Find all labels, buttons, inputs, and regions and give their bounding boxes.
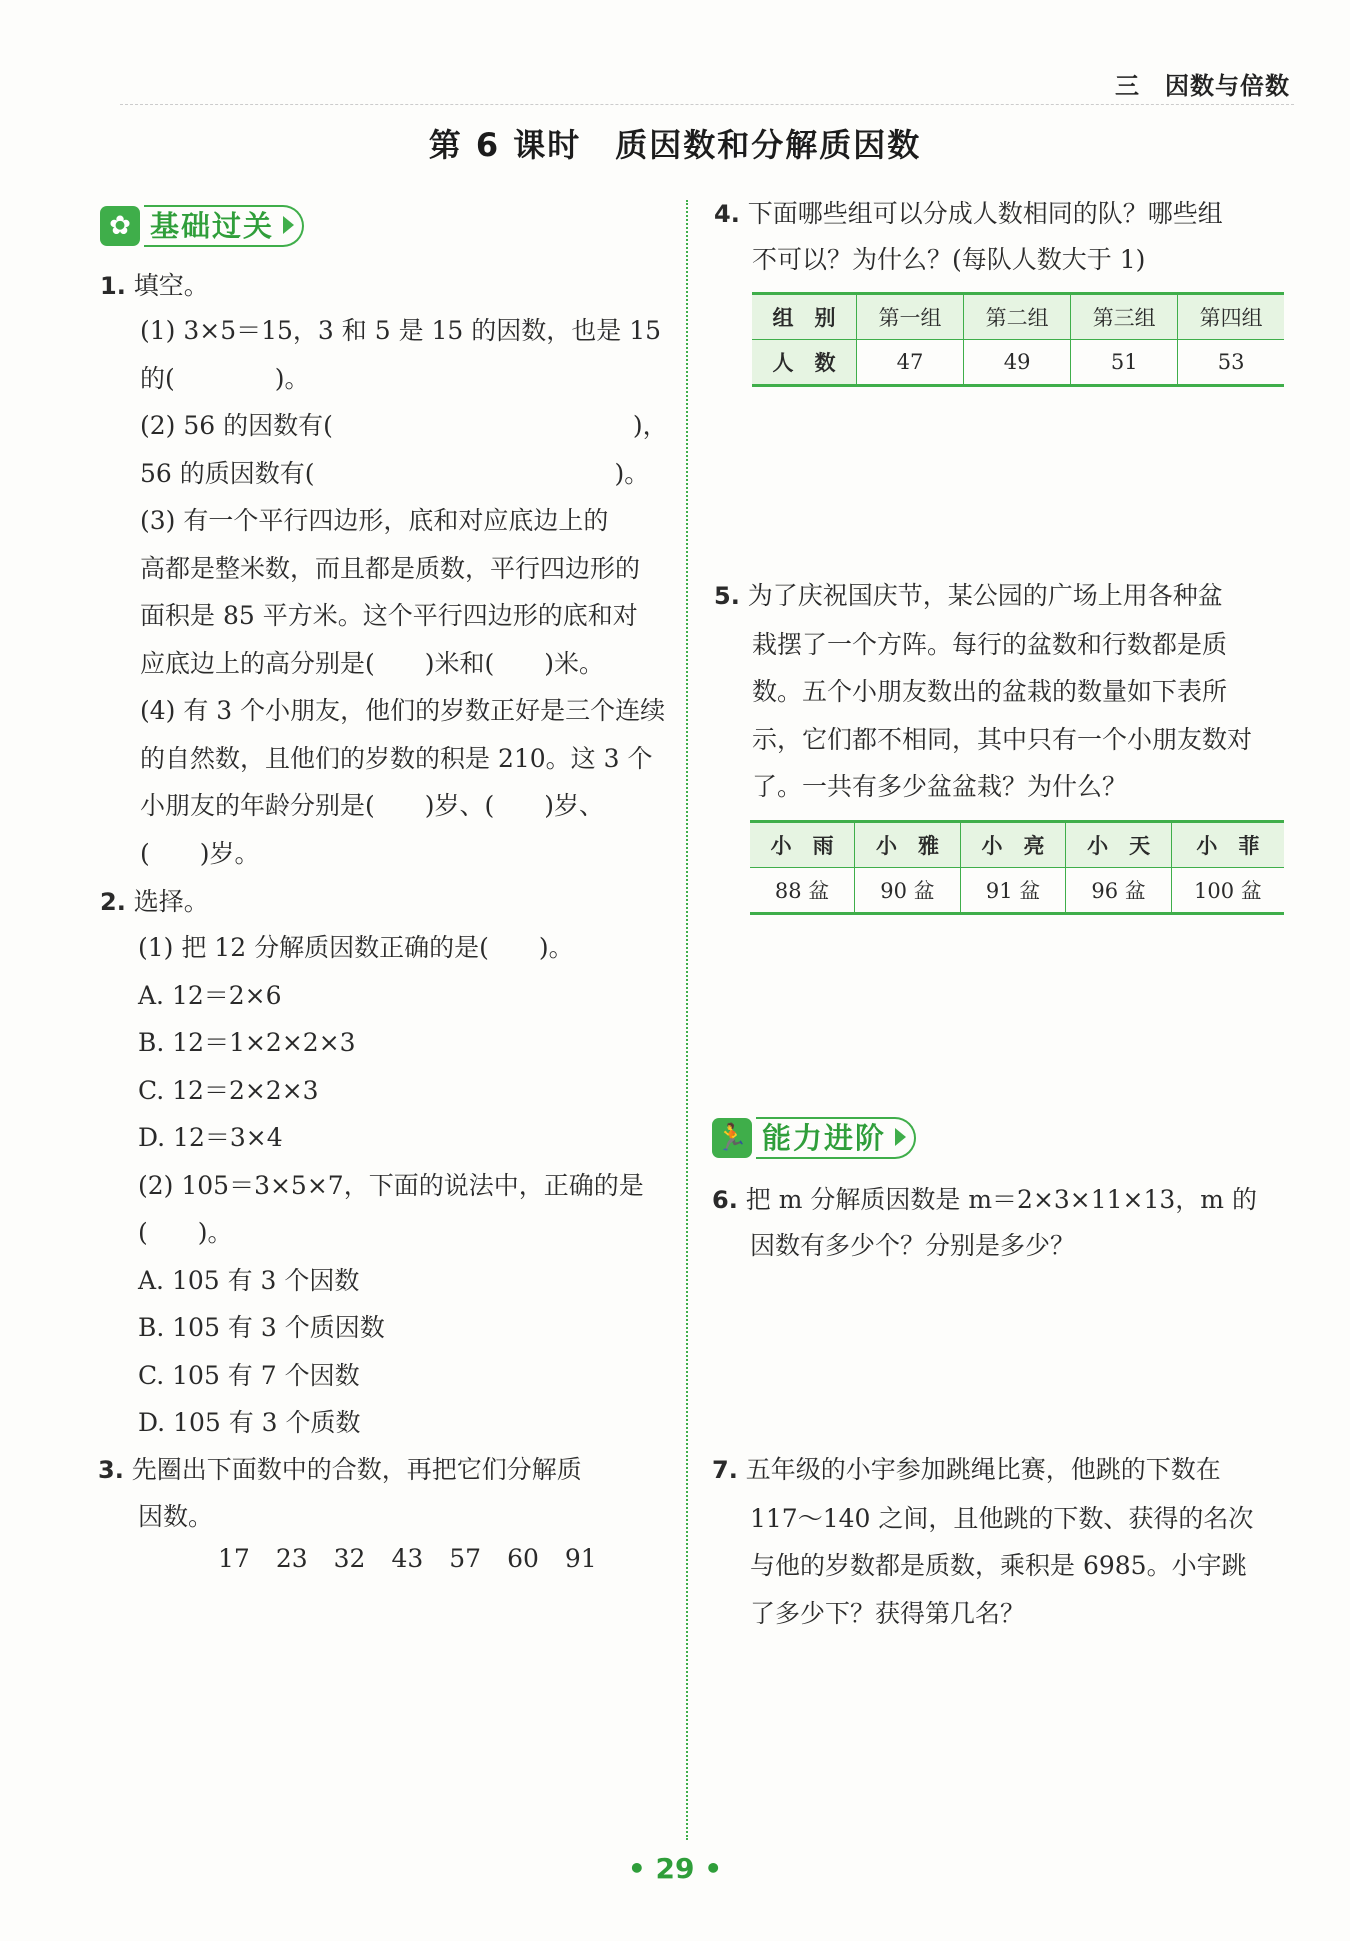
- column-divider: [686, 200, 688, 1840]
- section-label: 基础过关: [150, 209, 275, 243]
- text-line: (1) 3×5＝15，3 和 5 是 15 的因数，也是 15: [140, 316, 662, 345]
- lesson-title: 第 6 课时 质因数和分解质因数: [428, 126, 922, 164]
- text-line: ( )。: [138, 1218, 233, 1247]
- column-header: 小 雨: [750, 822, 855, 868]
- table-cell: 53: [1178, 340, 1284, 386]
- table-cell: 96 盆: [1066, 868, 1172, 914]
- text-line: (2) 56 的因数有( )，: [140, 411, 668, 440]
- question-2-title: [100, 878, 209, 927]
- row-header: 人 数: [752, 340, 857, 386]
- question-1-body: [140, 307, 680, 877]
- option-c: C. 12＝2×2×3: [138, 1075, 319, 1105]
- question-text: 先圈出下面数中的合数，再把它们分解质: [131, 1455, 582, 1484]
- text-line: ( )岁。: [140, 838, 260, 868]
- text-line: 了。一共有多少盆盆栽？为什么？: [752, 772, 1128, 801]
- question-number: 7.: [712, 1456, 738, 1484]
- option-b: B. 12＝1×2×2×3: [138, 1028, 356, 1057]
- option-a: A. 105 有 3 个因数: [138, 1265, 360, 1295]
- question-text: 选择。: [133, 887, 209, 916]
- question-3-line1: [98, 1446, 582, 1495]
- table-cell: 第四组: [1178, 294, 1284, 340]
- group-table: [752, 292, 1284, 387]
- question-number: 4.: [714, 200, 740, 228]
- question-text: 下面哪些组可以分成人数相同的队？哪些组: [747, 199, 1223, 228]
- number-item: 43: [391, 1544, 424, 1573]
- question-6-line2: 因数有多少个？分别是多少？: [750, 1231, 1076, 1260]
- question-text: 填空。: [133, 271, 209, 300]
- option-d: D. 105 有 3 个质数: [138, 1408, 361, 1437]
- number-item: 57: [449, 1544, 482, 1573]
- question-1-title: [100, 262, 209, 311]
- question-number: 2.: [100, 888, 126, 916]
- text-line: 117～140 之间，且他跳的下数、获得的名次: [750, 1503, 1254, 1533]
- option-d: D. 12＝3×4: [138, 1123, 283, 1152]
- text-line: (4) 有 3 个小朋友，他们的岁数正好是三个连续: [140, 696, 666, 725]
- column-header: 小 亮: [960, 822, 1066, 868]
- question-2-body: [138, 924, 678, 1447]
- page-number: • 29 •: [627, 1852, 723, 1885]
- option-c: C. 105 有 7 个因数: [138, 1360, 360, 1390]
- question-number: 6.: [712, 1186, 738, 1214]
- column-header: 小 雅: [855, 822, 961, 868]
- table-cell: 51: [1071, 340, 1178, 386]
- table-cell: 第一组: [857, 294, 964, 340]
- column-header: 小 菲: [1171, 822, 1284, 868]
- text-line: 应底边上的高分别是( )米和( )米。: [140, 648, 605, 678]
- question-text: 把 m 分解质因数是 m＝2×3×11×13，m 的: [745, 1185, 1257, 1214]
- text-line: 的( )。: [140, 363, 310, 393]
- table-cell: 47: [857, 340, 964, 386]
- option-b: B. 105 有 3 个质因数: [138, 1313, 385, 1342]
- text-line: 栽摆了一个方阵。每行的盆数和行数都是质: [752, 629, 1228, 659]
- number-item: 60: [507, 1544, 539, 1573]
- section-badge-basic: [100, 204, 304, 248]
- section-label: 能力进阶: [762, 1121, 887, 1155]
- question-text: 为了庆祝国庆节，某公园的广场上用各种盆: [747, 581, 1223, 610]
- number-item: 32: [333, 1544, 366, 1573]
- text-line: (1) 把 12 分解质因数正确的是( )。: [138, 933, 574, 962]
- number-item: 91: [564, 1544, 597, 1573]
- table-cell: 49: [964, 340, 1071, 386]
- number-item: 23: [275, 1544, 308, 1573]
- table-cell: 88 盆: [750, 868, 855, 914]
- question-6-line1: [712, 1176, 1257, 1225]
- question-number: 1.: [100, 272, 126, 300]
- runner-icon: 🏃: [712, 1118, 752, 1158]
- text-line: 与他的岁数都是质数，乘积是 6985。小宇跳: [750, 1551, 1247, 1580]
- text-line: (2) 105＝3×5×7，下面的说法中，正确的是: [138, 1170, 644, 1200]
- chapter-header: 三 因数与倍数: [1115, 72, 1290, 100]
- question-5-body: [714, 572, 1314, 811]
- question-7-body: [712, 1446, 1312, 1637]
- plant-count-table: [750, 820, 1284, 915]
- number-list: [218, 1544, 597, 1573]
- text-line: 高都是整米数，而且都是质数，平行四边形的: [140, 553, 641, 583]
- text-line: [714, 572, 1314, 621]
- row-header: 组 别: [752, 294, 857, 340]
- header-divider: [120, 104, 1294, 105]
- arrow-icon: [283, 216, 294, 234]
- question-text: 五年级的小宇参加跳绳比赛，他跳的下数在: [745, 1455, 1221, 1484]
- number-item: 17: [218, 1544, 250, 1573]
- text-line: 示，它们都不相同，其中只有一个小朋友数对: [752, 724, 1253, 754]
- question-number: 5.: [714, 582, 740, 610]
- text-line: [712, 1446, 1312, 1495]
- text-line: 小朋友的年龄分别是( )岁、( )岁、: [140, 791, 605, 820]
- arrow-icon: [895, 1128, 906, 1146]
- text-line: 面积是 85 平方米。这个平行四边形的底和对: [140, 601, 638, 630]
- text-line: 数。五个小朋友数出的盆栽的数量如下表所: [752, 677, 1228, 706]
- table-cell: 90 盆: [855, 868, 961, 914]
- question-4-line1: [714, 190, 1223, 239]
- text-line: 56 的质因数有( )。: [140, 458, 650, 488]
- table-cell: 第二组: [964, 294, 1071, 340]
- table-cell: 第三组: [1071, 294, 1178, 340]
- section-badge-advanced: [712, 1116, 916, 1160]
- question-4-line2: 不可以？为什么？(每队人数大于 1): [752, 245, 1146, 274]
- text-line: (3) 有一个平行四边形，底和对应底边上的: [140, 506, 609, 535]
- option-a: A. 12＝2×6: [138, 980, 282, 1010]
- text-line: 的自然数，且他们的岁数的积是 210。这 3 个: [140, 743, 653, 773]
- table-cell: 100 盆: [1171, 868, 1284, 914]
- question-number: 3.: [98, 1456, 124, 1484]
- text-line: 了多少下？获得第几名？: [750, 1598, 1026, 1628]
- table-cell: 91 盆: [960, 868, 1066, 914]
- gear-icon: ✿: [100, 206, 140, 246]
- column-header: 小 天: [1066, 822, 1172, 868]
- question-3-line2: 因数。: [138, 1502, 214, 1531]
